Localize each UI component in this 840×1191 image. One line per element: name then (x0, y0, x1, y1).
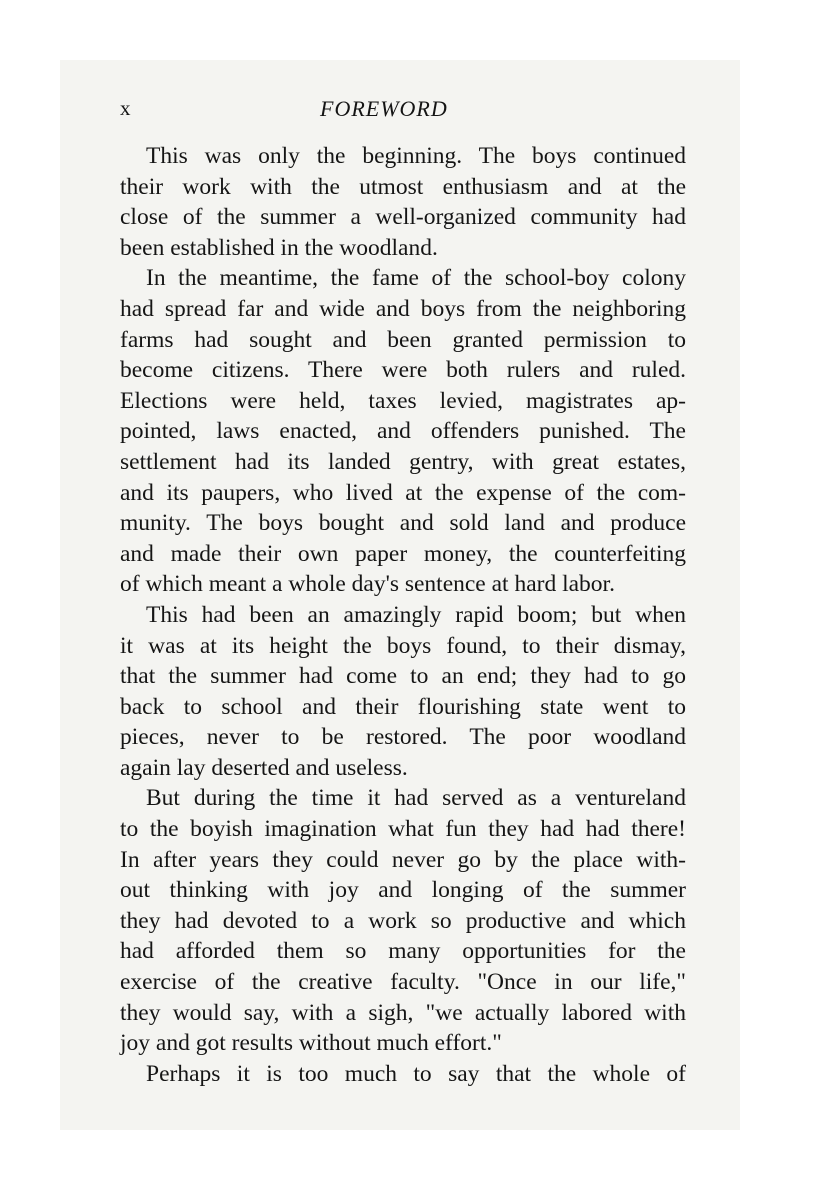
text-line: joy and got results without much effort." (120, 1030, 502, 1057)
text-line: farms had sought and been granted permission to (120, 326, 686, 353)
text-line: had spread far and wide and boys from the neighboring (120, 295, 686, 322)
text-line: they had devoted to a work so productive and which (120, 907, 686, 934)
text-line: back to school and their flourishing state went to (120, 693, 686, 720)
text-line: and its paupers, who lived at the expense of the com- (120, 479, 686, 506)
text-line: it was at its height the boys found, to their dismay, (120, 632, 686, 659)
text-line: that the summer had come to an end; they had to go (120, 663, 686, 690)
text-line: settlement had its landed gentry, with great estates, (120, 448, 686, 475)
page-number: x (120, 96, 131, 120)
text-line: they would say, with a sigh, "we actually labored with (120, 999, 686, 1026)
text-line: But during the time it had served as a ventureland (146, 785, 686, 812)
text-line: In after years they could never go by the place with- (120, 846, 686, 873)
text-line: been established in the woodland. (120, 234, 438, 261)
text-line: close of the summer a well-organized community had (120, 204, 686, 231)
text-line: In the meantime, the fame of the school-boy colony (146, 265, 686, 292)
text-line: This was only the beginning. The boys continued (146, 143, 686, 169)
running-head: FOREWORD (320, 96, 448, 121)
text-line: This had been an amazingly rapid boom; but when (146, 601, 686, 628)
body-text (120, 141, 686, 1089)
text-line: munity. The boys bought and sold land and produce (120, 510, 686, 537)
text-line: again lay deserted and useless. (120, 754, 408, 781)
text-line: pieces, never to be restored. The poor woodland (120, 724, 686, 751)
text-line: out thinking with joy and longing of the summer (120, 877, 686, 904)
text-line: exercise of the creative faculty. "Once in our life," (120, 969, 686, 996)
text-line: their work with the utmost enthusiasm and at the (120, 173, 686, 200)
text-line: to the boyish imagination what fun they had had there! (120, 816, 686, 843)
text-line: and made their own paper money, the counterfeiting (120, 540, 686, 567)
text-line: Perhaps it is too much to say that the whole of (146, 1060, 686, 1087)
text-line: Elections were held, taxes levied, magistrates ap- (120, 387, 686, 414)
text-line: had afforded them so many opportunities for the (120, 938, 686, 965)
text-line: become citizens. There were both rulers and ruled. (120, 357, 686, 384)
text-line: pointed, laws enacted, and offenders punished. The (120, 418, 686, 445)
text-line: of which meant a whole day's sentence at hard labor. (120, 571, 615, 598)
